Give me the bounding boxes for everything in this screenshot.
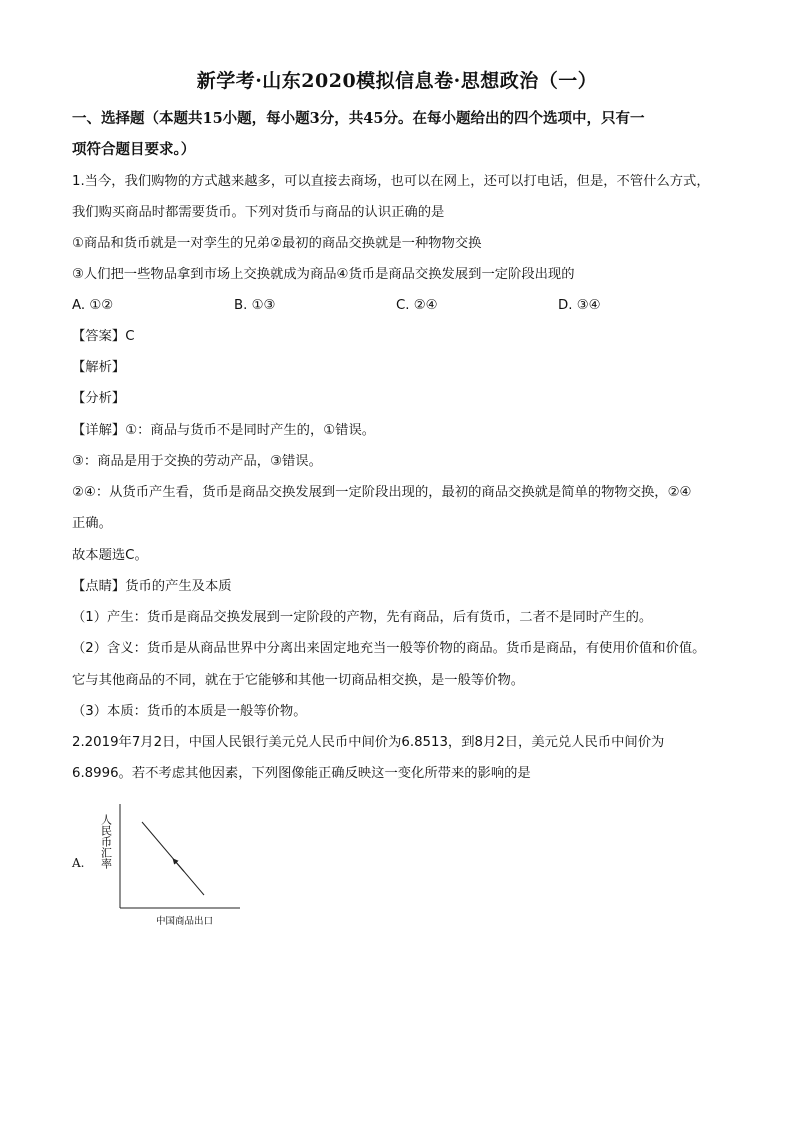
dianjing-point-1: （1）产生：货币是商品交换发展到一定阶段的产物，先有商品，后有货币，二者不是同时产生的。 [72, 610, 653, 625]
q1-detail-line4: 正确。 [72, 516, 112, 531]
section-heading-line2: 项符合题目要求。） [72, 141, 196, 158]
x-axis-label: 中国商品出口 [156, 916, 214, 927]
fenxi-label: 【分析】 [72, 391, 126, 406]
dianjing-point-2a: （2）含义：货币是从商品世界中分离出来固定地充当一般等价物的商品。货币是商品，有使用价值和价值。 [72, 641, 706, 656]
q2-stem-line1: 2.2019年7月2日，中国人民银行美元兑人民币中间价为6.8513，到8月2日，美元兑人民币中间价为 [72, 735, 665, 750]
q1-option-d: D. ③④ [558, 298, 601, 313]
q1-option-b: B. ①③ [234, 298, 276, 313]
q1-item-line1: ①商品和货币就是一对孪生的兄弟②最初的商品交换就是一种物物交换 [72, 236, 482, 251]
q2-option-a-label: A. [72, 856, 85, 870]
curve-line [142, 822, 204, 895]
q1-detail-line2: ③：商品是用于交换的劳动产品，③错误。 [72, 454, 322, 469]
jiexi-label: 【解析】 [72, 360, 126, 375]
direction-arrow [175, 861, 185, 872]
detail-label: 【详解】 [72, 423, 126, 438]
q2-graph-a [72, 800, 272, 930]
q1-option-c: C. ②④ [396, 298, 438, 313]
dianjing-title: 货币的产生及本质 [125, 579, 232, 594]
q1-stem-line2: 我们购买商品时都需要货币。下列对货币与商品的认识正确的是 [72, 205, 445, 220]
dianjing-label: 【点睛】 [72, 579, 126, 594]
detail-text-1: ①：商品与货币不是同时产生的，①错误。 [125, 423, 376, 438]
q2-stem-line2: 6.8996。若不考虑其他因素，下列图像能正确反映这一变化所带来的影响的是 [72, 766, 531, 781]
dianjing-point-3: （3）本质：货币的本质是一般等价物。 [72, 704, 307, 719]
q1-stem-line1: 1.当今，我们购物的方式越来越多，可以直接去商场，也可以在网上，还可以打电话，但是，不管什么方式， [72, 174, 710, 189]
dianjing-point-2b: 它与其他商品的不同，就在于它能够和其他一切商品相交换，是一般等价物。 [72, 673, 525, 688]
q1-detail-line1 [72, 422, 732, 440]
answer-value: C [125, 329, 135, 344]
q1-conclusion: 故本题选C。 [72, 548, 148, 563]
y-axis-label: 人民币汇率 [99, 814, 113, 869]
dianjing-heading [72, 578, 732, 596]
page-title: 新学考·山东2020模拟信息卷·思想政治（一） [196, 70, 598, 92]
section-heading-line1: 一、选择题（本题共15小题，每小题3分，共45分。在每小题给出的四个选项中，只有一 [72, 110, 645, 127]
q1-option-a: A. ①② [72, 298, 114, 313]
answer-label: 【答案】 [72, 329, 126, 344]
q1-detail-line3: ②④：从货币产生看，货币是商品交换发展到一定阶段出现的，最初的商品交换就是简单的物物交换，②④ [72, 485, 692, 500]
q1-answer [72, 328, 732, 346]
q1-item-line2: ③人们把一些物品拿到市场上交换就成为商品④货币是商品交换发展到一定阶段出现的 [72, 267, 575, 282]
